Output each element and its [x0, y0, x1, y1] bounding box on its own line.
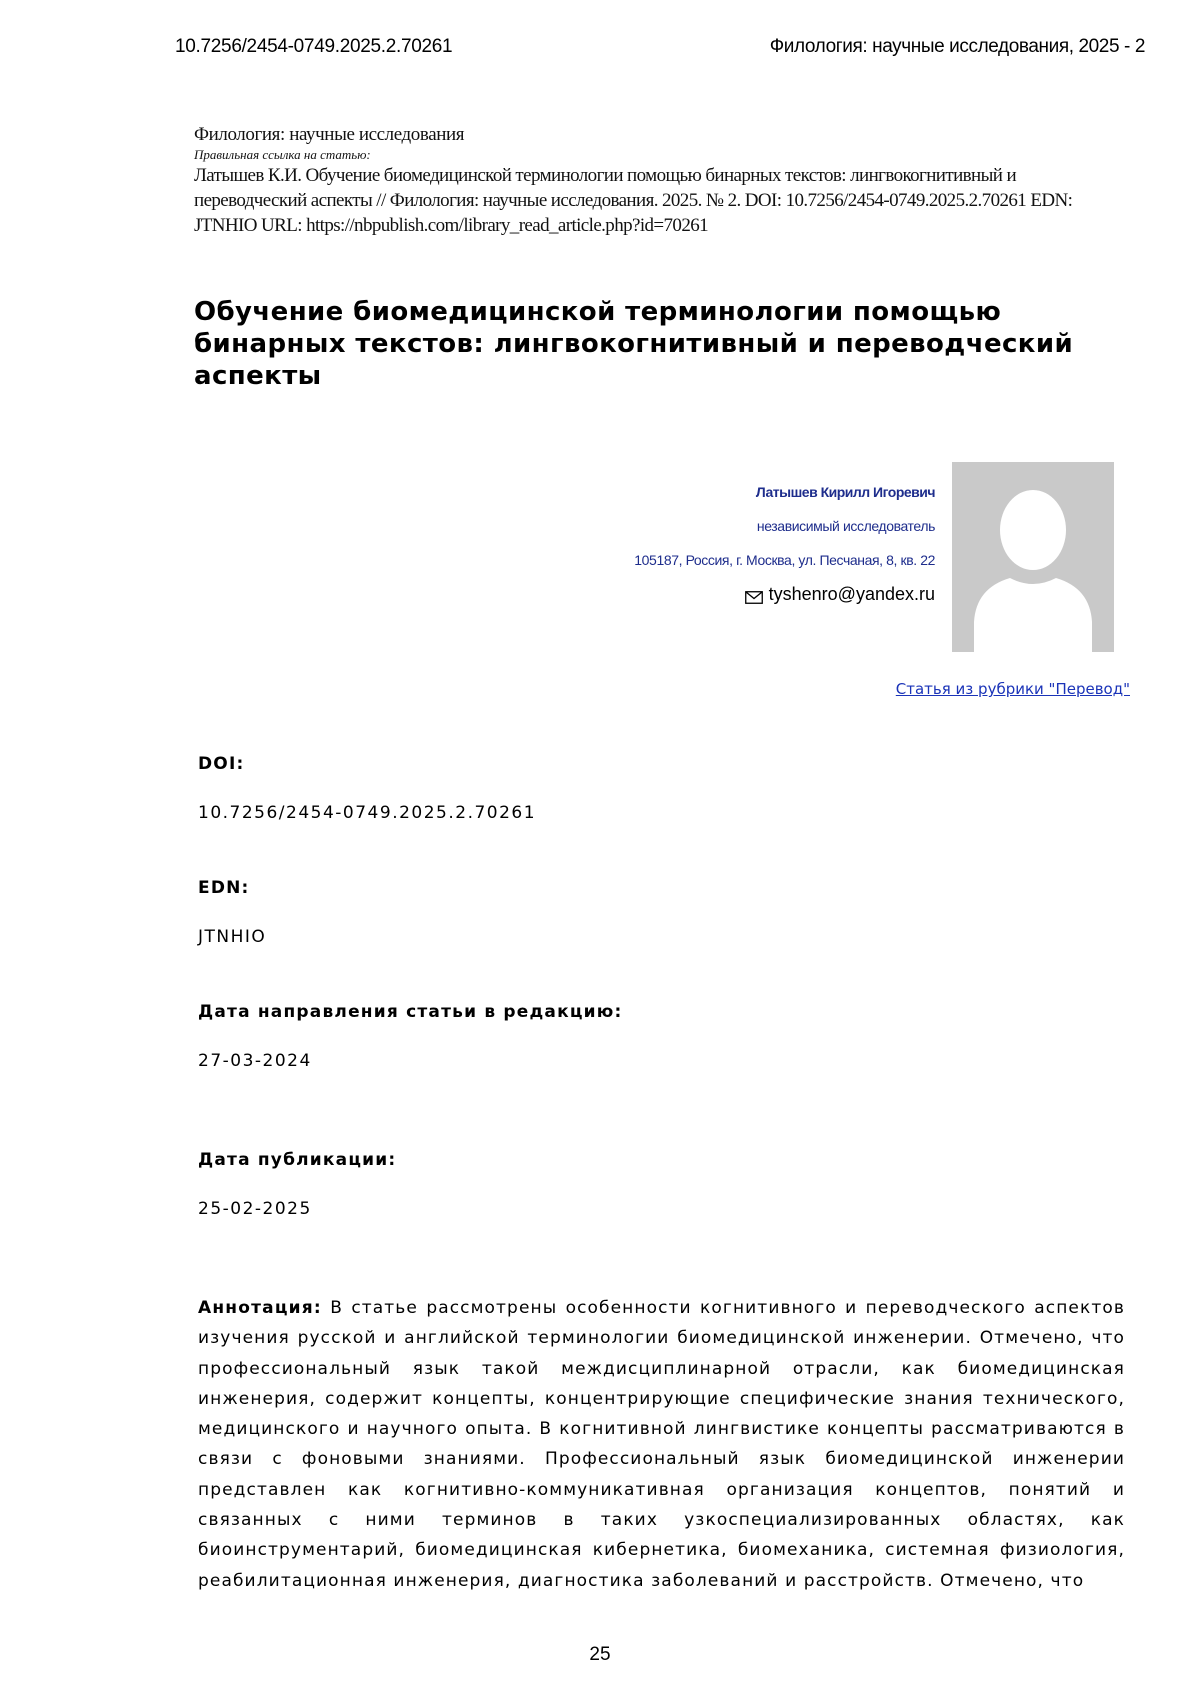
rubric-link[interactable]: Статья из рубрики "Перевод" — [895, 680, 1130, 698]
abstract — [198, 1293, 1125, 1596]
doi-label: DOI: — [198, 754, 245, 774]
author-info — [375, 484, 935, 605]
citation-reference: Латышев К.И. Обучение биомедицинской терминологии помощью бинарных текстов: лингвокогнитивный и переводческий аспекты // Филология: научные исследования. 2025. № 2. DOI: 10.7256/2454-0749.2025.2.70261 EDN: JTNHIO URL: https://nbpublish.com/library_read_article.php?id=70261 — [194, 165, 1073, 236]
author-address: 105187, Россия, г. Москва, ул. Песчаная, 8, кв. 22 — [634, 552, 935, 568]
header-doi: 10.7256/2454-0749.2025.2.70261 — [175, 36, 453, 57]
citation-journal: Филология: научные исследования — [194, 124, 465, 145]
published-date-value: 25-02-2025 — [198, 1199, 312, 1219]
citation-block — [194, 124, 1124, 238]
author-email-row — [375, 584, 935, 605]
page-number: 25 — [589, 1644, 611, 1665]
citation-label: Правильная ссылка на статью: — [194, 147, 371, 162]
edn-value: JTNHIO — [198, 927, 267, 947]
edn-label: EDN: — [198, 878, 250, 898]
submitted-date-label: Дата направления статьи в редакцию: — [198, 1002, 623, 1022]
doi-value: 10.7256/2454-0749.2025.2.70261 — [198, 803, 537, 823]
author-name: Латышев Кирилл Игоревич — [755, 484, 935, 500]
submitted-date-value: 27-03-2024 — [198, 1051, 312, 1071]
person-silhouette-icon — [952, 462, 1114, 652]
header-journal-issue: Филология: научные исследования, 2025 - 2 — [769, 36, 1145, 57]
author-photo-placeholder — [952, 462, 1114, 652]
published-date-label: Дата публикации: — [198, 1150, 397, 1170]
article-title: Обучение биомедицинской терминологии помощью бинарных текстов: лингвокогнитивный и переводческий аспекты — [194, 297, 1074, 391]
author-affiliation: независимый исследователь — [756, 518, 935, 534]
abstract-label: Аннотация: — [198, 1298, 322, 1318]
abstract-text: В статье рассмотрены особенности когнитивного и переводческого аспектов изучения русской и английской терминологии биомедицинской инженерии. Отмечено, что профессиональный язык такой междисциплинарной отрасли, как биомедицинская инженерия, содержит концепты, концентрирующие специфические знания технического, медицинского и научного опыта. В когнитивной лингвистике концепты рассматриваются в связи с фоновыми знаниями. Профессиональный язык биомедицинской инженерии представлен как когнитивно-коммуникативная организация концептов, понятий и связанных с ними терминов в таких узкоспециализированных областях, как биоинструментарий, биомедицинская кибернетика, биомеханика, системная физиология, реабилитационная инженерия, диагностика заболеваний и расстройств. Отмечено, что — [198, 1298, 1125, 1591]
author-email[interactable]: tyshenro@yandex.ru — [768, 584, 935, 604]
envelope-icon — [745, 588, 763, 601]
